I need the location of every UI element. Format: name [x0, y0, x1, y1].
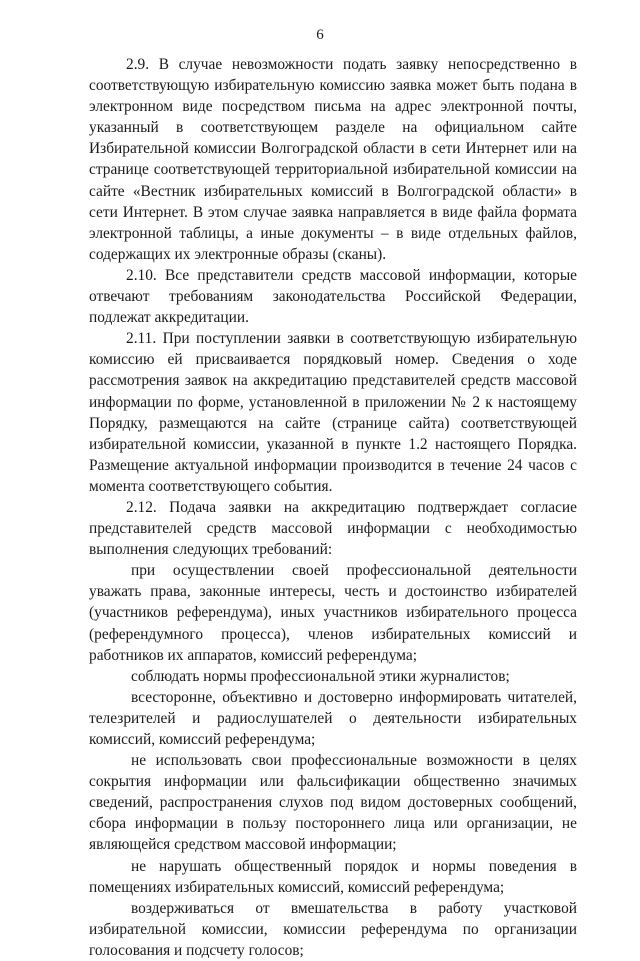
requirement-item: соблюдать нормы профессиональной этики журналистов;: [131, 667, 510, 685]
paragraph-2-11: 2.11. При поступлении заявки в соответствующую избирательную комиссию ей присваивается порядковый номер. Сведения о ходе рассмотрения заявок на аккредитацию представителей средств массовой информации по форме, установленной в приложении № 2 к настоящему Порядку, размещаются на сайте (странице сайта) соответствующей избирательной комиссии, указанной в пункте 1.2 настоящего Порядка. Размещение актуальной информации производится в течение 24 часов с момента соответствующего события.: [89, 330, 577, 495]
paragraph-2-12: 2.12. Подача заявки на аккредитацию подтверждает согласие представителей средств массовой информации с необходимостью выполнения следующих требований:: [89, 498, 577, 559]
paragraph-2-10: 2.10. Все представители средств массовой информации, которые отвечают требованиям законодательства Российской Федерации, подлежат аккредитации.: [89, 266, 577, 327]
paragraph-2-9: 2.9. В случае невозможности подать заявку непосредственно в соответствующую избирательную комиссию заявка может быть подана в электронном виде посредством письма на адрес электронной почты, указанный в соответствующем разделе на официальном сайте Избирательной комиссии Волгоградской области в сети Интернет или на странице соответствующей территориальной избирательной комиссии на сайте «Вестник избирательных комиссий в Волгоградской области» в сети Интернет. В этом случае заявка направляется в виде файла формата электронной таблицы, а иные документы – в виде отдельных файлов, содержащих их электронные образы (сканы).: [89, 56, 577, 263]
page-number: 6: [316, 27, 324, 43]
requirement-item: не использовать свои профессиональные возможности в целях сокрытия информации или фальсификации общественно значимых сведений, распространения слухов под видом достоверных сообщений, сбора информации в пользу постороннего лица или организации, не являющейся средством массовой информации;: [89, 752, 577, 854]
requirement-item: воздерживаться от вмешательства в работу участковой избирательной комиссии, комиссии референдума по организации голосования и подсчету голосов;: [89, 899, 577, 959]
requirement-item: всесторонне, объективно и достоверно информировать читателей, телезрителей и радиослушателей о деятельности избирательных комиссий, комиссий референдума;: [89, 688, 577, 748]
requirement-item: не нарушать общественный порядок и нормы поведения в помещениях избирательных комиссий, комиссий референдума;: [89, 857, 577, 896]
document-body: [89, 54, 577, 961]
requirement-item: при осуществлении своей профессиональной деятельности уважать права, законные интересы, честь и достоинство избирателей (участников референдума), иных участников избирательного процесса (референдумного процесса), членов избирательных комиссий и работников их аппаратов, комиссий референдума;: [89, 562, 577, 664]
